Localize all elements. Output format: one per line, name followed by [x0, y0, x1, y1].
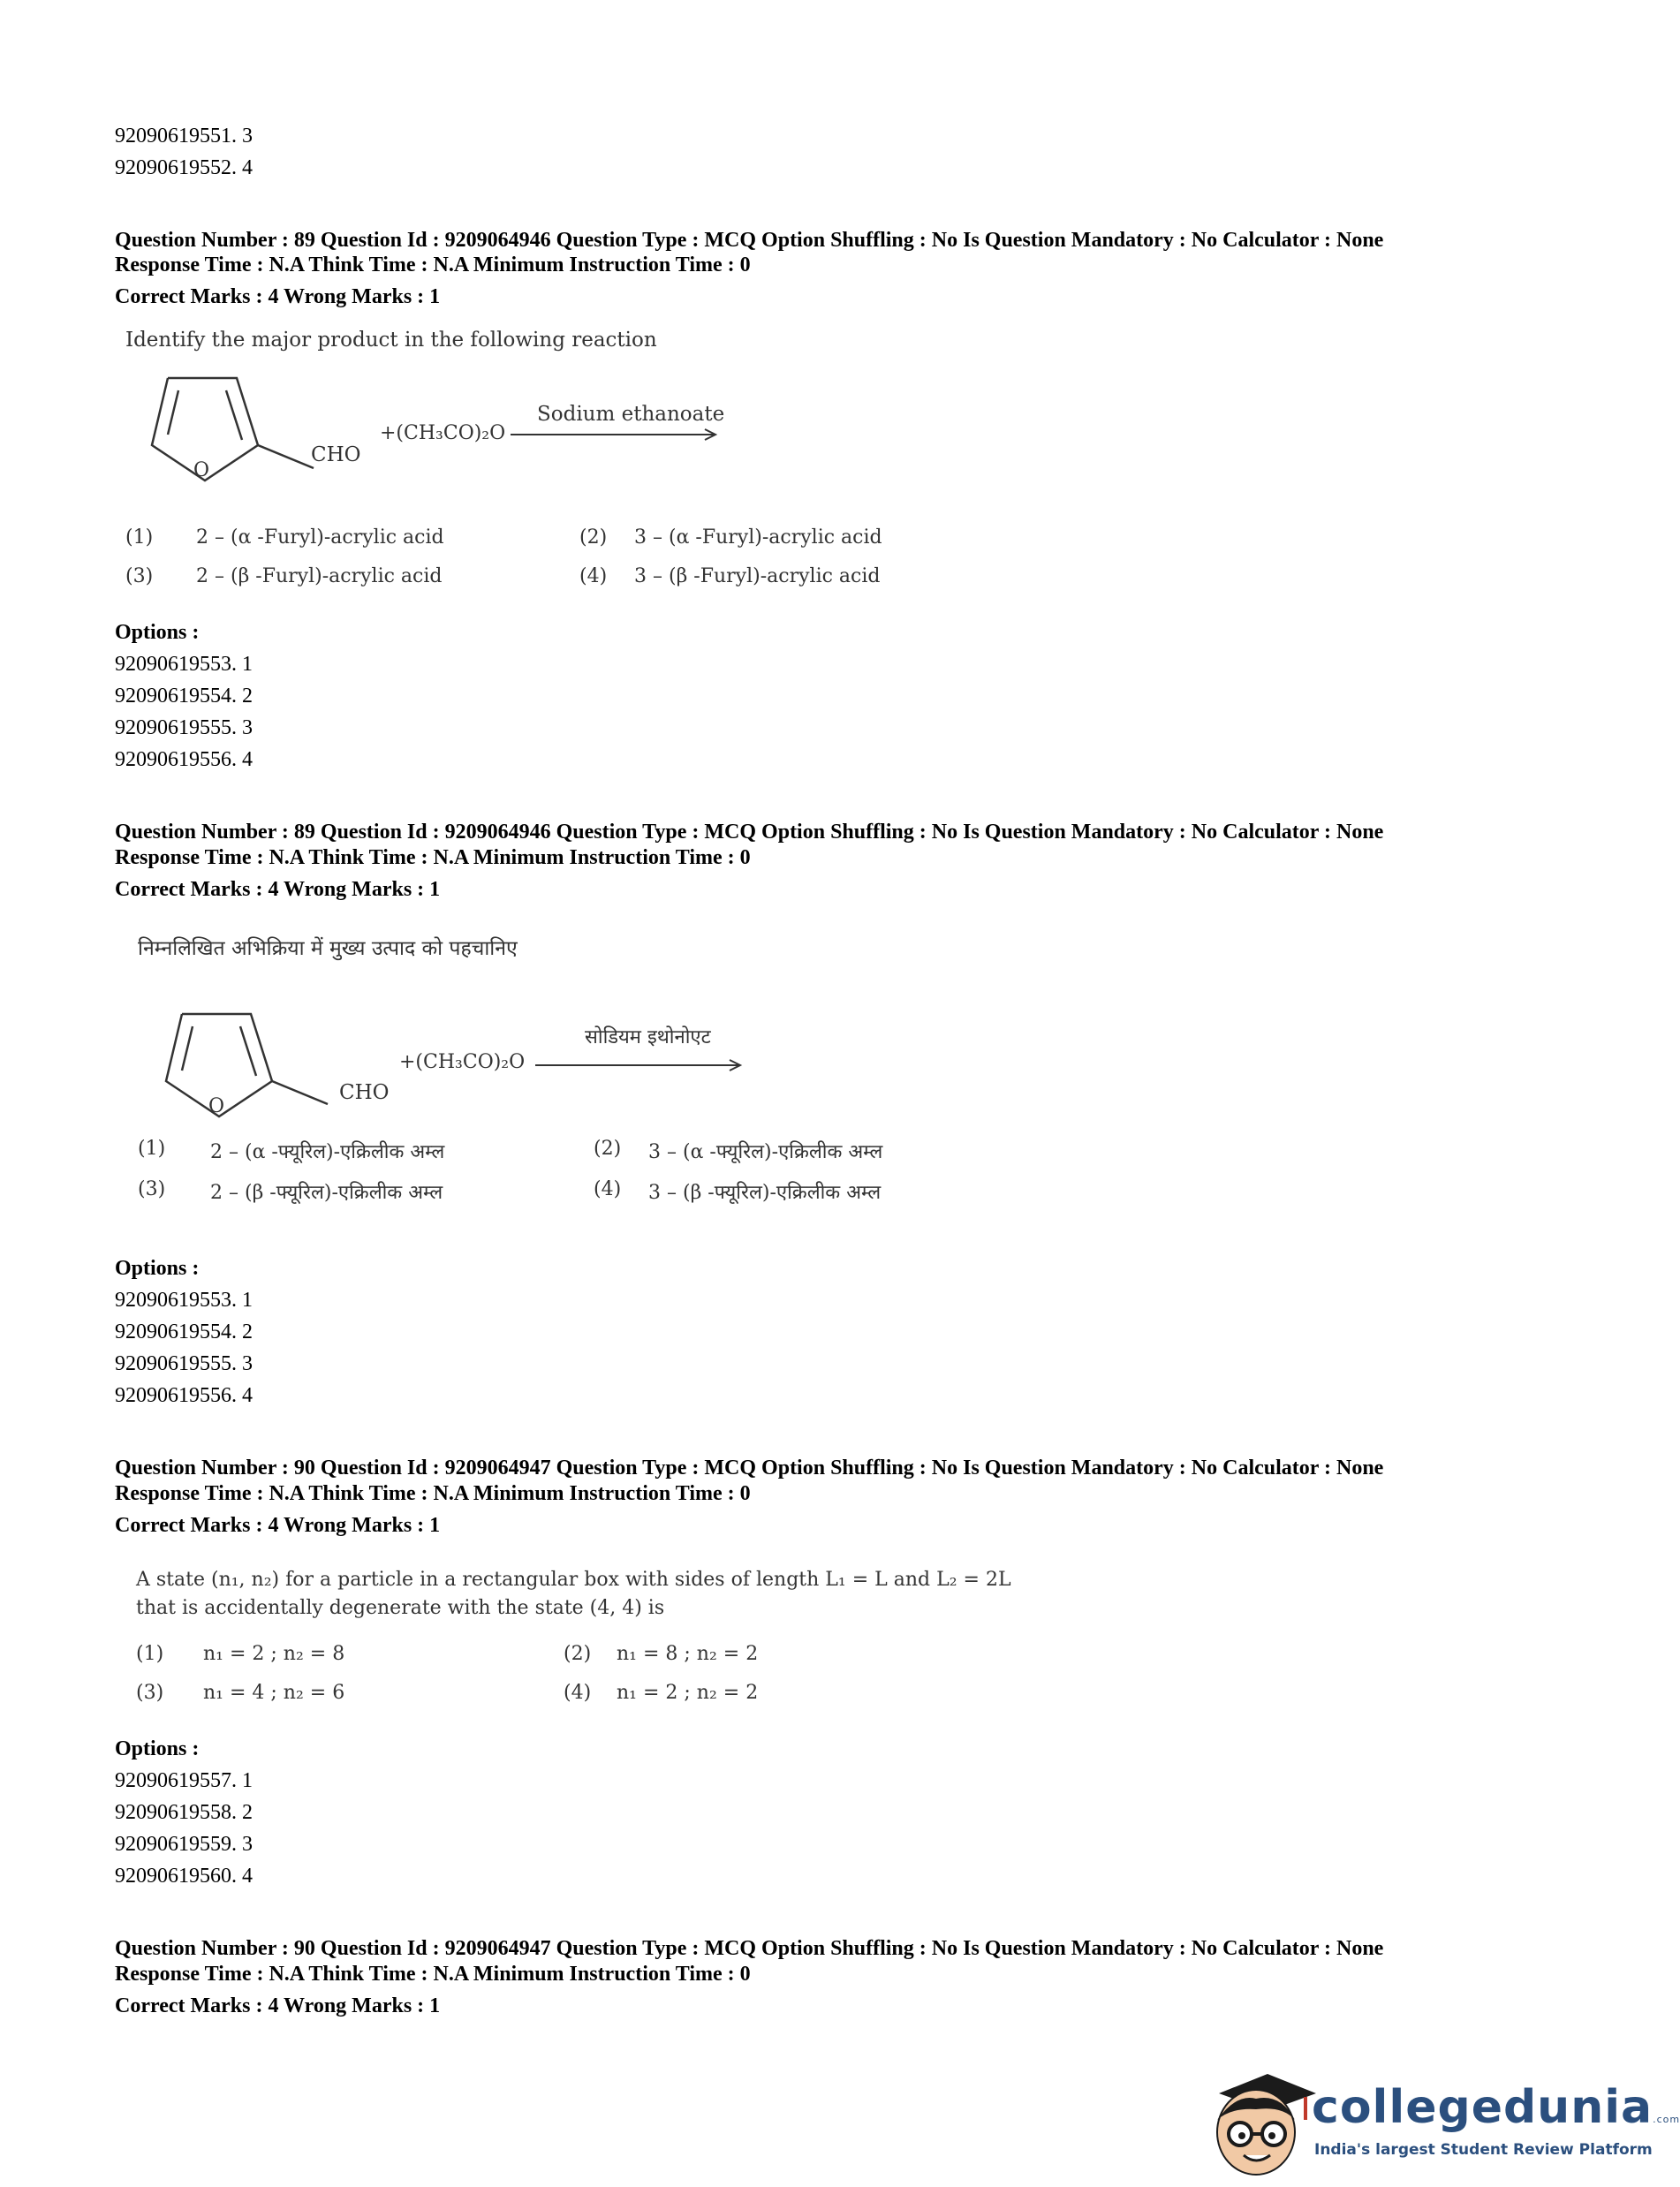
- option-line: 92090619555. 3: [115, 716, 253, 739]
- choice-number: (4): [564, 1682, 592, 1704]
- logo-dotcom: .com: [1653, 2114, 1680, 2125]
- logo-tagline: India's largest Student Review Platform: [1314, 2141, 1653, 2159]
- choice-number: (2): [579, 526, 608, 549]
- choice-number: (2): [564, 1643, 592, 1665]
- question-marks: Correct Marks : 4 Wrong Marks : 1: [115, 878, 441, 901]
- question-header: Question Number : 90 Question Id : 9209064947 Question Type : MCQ Option Shuffling : No Is Question Mandatory : No Calculator : None: [115, 1937, 1384, 1960]
- question-header: Question Number : 89 Question Id : 9209064946 Question Type : MCQ Option Shuffling : No Is Question Mandatory : No Calculator : None: [115, 229, 1384, 252]
- reaction-arrow: [535, 1056, 747, 1074]
- reagent-label: +(CH₃CO)₂O: [399, 1051, 526, 1073]
- question-image: [115, 919, 910, 1219]
- question-image: [115, 1555, 1042, 1714]
- option-line: 92090619556. 4: [115, 748, 253, 771]
- choice-text: 3 – (α -Furyl)-acrylic acid: [634, 526, 882, 549]
- choice-number: (4): [594, 1178, 622, 1200]
- choice-number: (2): [594, 1138, 622, 1160]
- option-line: 92090619551. 3: [115, 125, 253, 148]
- reaction-arrow: [511, 426, 723, 443]
- choice-text: 3 – (α -फ्यूरिल)-एक्रिलीक अम्ल: [648, 1141, 883, 1163]
- catalyst-label: सोडियम इथोनोएट: [585, 1026, 711, 1048]
- choice-number: (3): [136, 1682, 164, 1704]
- choice-text: 2 – (β -फ्यूरिल)-एक्रिलीक अम्ल: [210, 1182, 443, 1204]
- choice-text: 2 – (α -Furyl)-acrylic acid: [196, 526, 444, 549]
- choice-text: n₁ = 2 ; n₂ = 2: [617, 1682, 759, 1704]
- option-line: 92090619559. 3: [115, 1833, 253, 1856]
- choice-text: n₁ = 2 ; n₂ = 8: [203, 1643, 345, 1665]
- choice-text: 3 – (β -फ्यूरिल)-एक्रिलीक अम्ल: [648, 1182, 882, 1204]
- choice-text: 2 – (β -Furyl)-acrylic acid: [196, 565, 443, 587]
- options-label: Options :: [115, 1737, 200, 1760]
- cho-label: CHO: [311, 443, 361, 466]
- option-line: 92090619552. 4: [115, 156, 253, 179]
- option-line: 92090619558. 2: [115, 1801, 253, 1824]
- choice-number: (1): [138, 1138, 166, 1160]
- option-line: 92090619553. 1: [115, 1289, 253, 1312]
- question-prompt-line1: A state (n₁, n₂) for a particle in a rectangular box with sides of length L₁ = L and L₂ = 2L: [136, 1569, 1011, 1591]
- mascot-icon: [1201, 2058, 1312, 2182]
- question-timing: Response Time : N.A Think Time : N.A Minimum Instruction Time : 0: [115, 1963, 751, 1986]
- question-image: [115, 318, 910, 609]
- question-marks: Correct Marks : 4 Wrong Marks : 1: [115, 1514, 441, 1537]
- choice-text: 3 – (β -Furyl)-acrylic acid: [634, 565, 881, 587]
- option-line: 92090619554. 2: [115, 685, 253, 708]
- options-label: Options :: [115, 621, 200, 644]
- question-header: Question Number : 90 Question Id : 9209064947 Question Type : MCQ Option Shuffling : No Is Question Mandatory : No Calculator : None: [115, 1457, 1384, 1479]
- oxygen-label: O: [208, 1095, 225, 1117]
- choice-number: (1): [125, 526, 154, 549]
- choice-text: n₁ = 4 ; n₂ = 6: [203, 1682, 345, 1704]
- choice-number: (3): [125, 565, 154, 587]
- reagent-label: +(CH₃CO)₂O: [380, 422, 506, 444]
- options-label: Options :: [115, 1257, 200, 1280]
- option-line: 92090619553. 1: [115, 653, 253, 676]
- furan-ring-structure: [147, 1007, 341, 1113]
- question-marks: Correct Marks : 4 Wrong Marks : 1: [115, 285, 441, 308]
- oxygen-label: O: [193, 459, 210, 481]
- catalyst-label: Sodium ethanoate: [537, 403, 725, 426]
- choice-number: (4): [579, 565, 608, 587]
- collegedunia-logo[interactable]: [1201, 2058, 1680, 2182]
- question-prompt: निम्नलिखित अभिक्रिया में मुख्य उत्पाद को पहचानिए: [138, 937, 518, 960]
- option-line: 92090619554. 2: [115, 1321, 253, 1343]
- question-header: Question Number : 89 Question Id : 9209064946 Question Type : MCQ Option Shuffling : No Is Question Mandatory : No Calculator : None: [115, 821, 1384, 844]
- furan-ring-structure: [132, 371, 327, 477]
- question-prompt-line2: that is accidentally degenerate with the state (4, 4) is: [136, 1597, 665, 1619]
- cho-label: CHO: [339, 1081, 390, 1104]
- logo-wordmark: collegedunia.com: [1312, 2081, 1680, 2134]
- choice-text: 2 – (α -फ्यूरिल)-एक्रिलीक अम्ल: [210, 1141, 445, 1163]
- question-timing: Response Time : N.A Think Time : N.A Minimum Instruction Time : 0: [115, 1482, 751, 1505]
- option-line: 92090619556. 4: [115, 1384, 253, 1407]
- question-timing: Response Time : N.A Think Time : N.A Minimum Instruction Time : 0: [115, 846, 751, 869]
- option-line: 92090619560. 4: [115, 1865, 253, 1888]
- option-line: 92090619557. 1: [115, 1769, 253, 1792]
- option-line: 92090619555. 3: [115, 1352, 253, 1375]
- choice-text: n₁ = 8 ; n₂ = 2: [617, 1643, 759, 1665]
- question-marks: Correct Marks : 4 Wrong Marks : 1: [115, 1994, 441, 2017]
- choice-number: (1): [136, 1643, 164, 1665]
- question-timing: Response Time : N.A Think Time : N.A Minimum Instruction Time : 0: [115, 254, 751, 276]
- question-prompt: Identify the major product in the following reaction: [125, 329, 657, 352]
- choice-number: (3): [138, 1178, 166, 1200]
